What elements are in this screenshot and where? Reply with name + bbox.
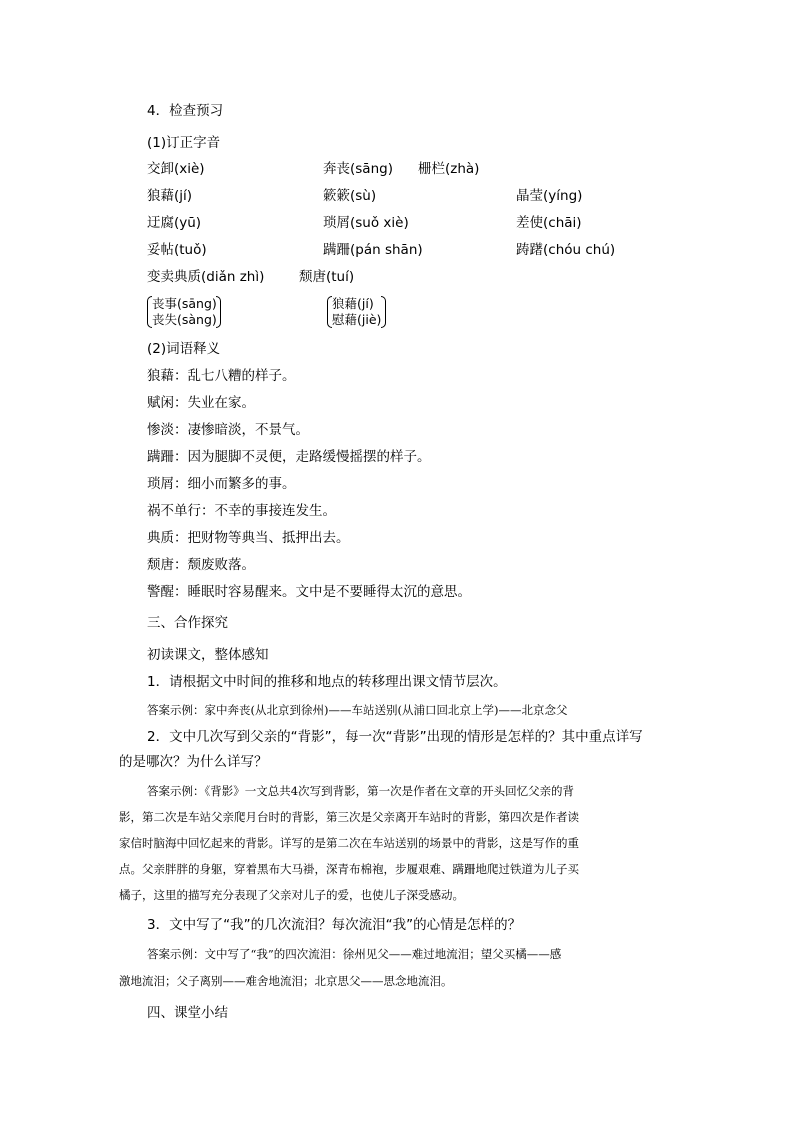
pron-item: 狼藉(jí) <box>147 188 193 204</box>
right-brace <box>381 296 386 328</box>
subsection-heading: (2)词语释义 <box>147 341 221 357</box>
question: 的是哪次？为什么详写？ <box>119 754 268 770</box>
pron-item: 奔丧(sāng) <box>323 161 393 177</box>
section-heading: 四、课堂小结 <box>147 1005 228 1021</box>
question: 1．请根据文中时间的推移和地点的转移理出课文情节层次。 <box>147 674 507 690</box>
definition: 蹒跚：因为腿脚不灵便，走路缓慢摇摆的样子。 <box>147 449 431 465</box>
pron-item: 踌躇(chóu chú) <box>516 242 616 258</box>
pron-item: 变卖典质(diǎn zhì) <box>147 269 265 285</box>
pron-item: 簌簌(sù) <box>323 188 377 204</box>
definition: 警醒：睡眠时容易醒来。文中是不要睡得太沉的意思。 <box>147 584 471 600</box>
intro-text: 初读课文，整体感知 <box>147 647 269 663</box>
definition: 赋闲：失业在家。 <box>147 395 255 411</box>
pron-group-bottom: 慰藉(jiè) <box>332 312 382 327</box>
question: 2．文中几次写到父亲的“背影”，每一次“背影”出现的情形是怎样的？其中重点详写 <box>147 729 643 745</box>
definition: 惨淡：凄惨暗淡，不景气。 <box>147 422 309 438</box>
answer: 影，第二次是车站父亲爬月台时的背影，第三次是父亲离开车站时的背影，第四次是作者读 <box>119 810 579 824</box>
definition: 琐屑：细小而繁多的事。 <box>147 476 296 492</box>
section-heading: 4．检查预习 <box>147 103 224 119</box>
pron-group-top: 丧事(sāng) <box>152 296 217 311</box>
answer: 答案示例：文中写了“我”的四次流泪：徐州见父——难过地流泪；望父买橘——感 <box>147 947 562 961</box>
section-heading: 三、合作探究 <box>147 615 228 631</box>
answer: 点。父亲胖胖的身躯，穿着黑布大马褂，深青布棉袍，步履艰难、蹒跚地爬过铁道为儿子买 <box>119 862 579 876</box>
pron-item: 琐屑(suǒ xiè) <box>323 215 409 231</box>
pron-item: 妥帖(tuǒ) <box>147 242 207 258</box>
answer: 答案示例：《背影》一文总共4次写到背影，第一次是作者在文章的开头回忆父亲的背 <box>147 784 575 798</box>
answer: 激地流泪；父子离别——难舍地流泪；北京思父——思念地流泪。 <box>119 974 453 988</box>
pron-item: 颓唐(tuí) <box>299 269 355 285</box>
subsection-heading: (1)订正字音 <box>147 135 221 151</box>
definition: 祸不单行：不幸的事接连发生。 <box>147 503 336 519</box>
definition: 颓唐：颓废败落。 <box>147 557 255 573</box>
pron-group-top: 狼藉(jí) <box>332 296 374 311</box>
pron-group-bottom: 丧失(sàng) <box>152 312 217 327</box>
pron-item: 差使(chāi) <box>516 215 582 231</box>
pron-item: 迂腐(yū) <box>147 215 202 231</box>
pron-item: 晶莹(yíng) <box>516 188 583 204</box>
answer: 答案示例：家中奔丧(从北京到徐州)——车站送别(从浦口回北京上学)——北京念父 <box>147 703 568 717</box>
pron-item: 交卸(xiè) <box>147 161 205 177</box>
right-brace <box>216 296 221 328</box>
pron-item: 蹒跚(pán shān) <box>323 242 423 258</box>
definition: 狼藉：乱七八糟的样子。 <box>147 368 296 384</box>
pron-item: 栅栏(zhà) <box>418 161 480 177</box>
definition: 典质：把财物等典当、抵押出去。 <box>147 530 350 546</box>
answer: 橘子，这里的描写充分表现了父亲对儿子的爱，也使儿子深受感动。 <box>119 888 464 902</box>
answer: 家信时脑海中回忆起来的背影。详写的是第二次在车站送别的场景中的背影，这是写作的重 <box>119 836 579 850</box>
question: 3．文中写了“我”的几次流泪？每次流泪“我”的心情是怎样的？ <box>147 917 522 933</box>
